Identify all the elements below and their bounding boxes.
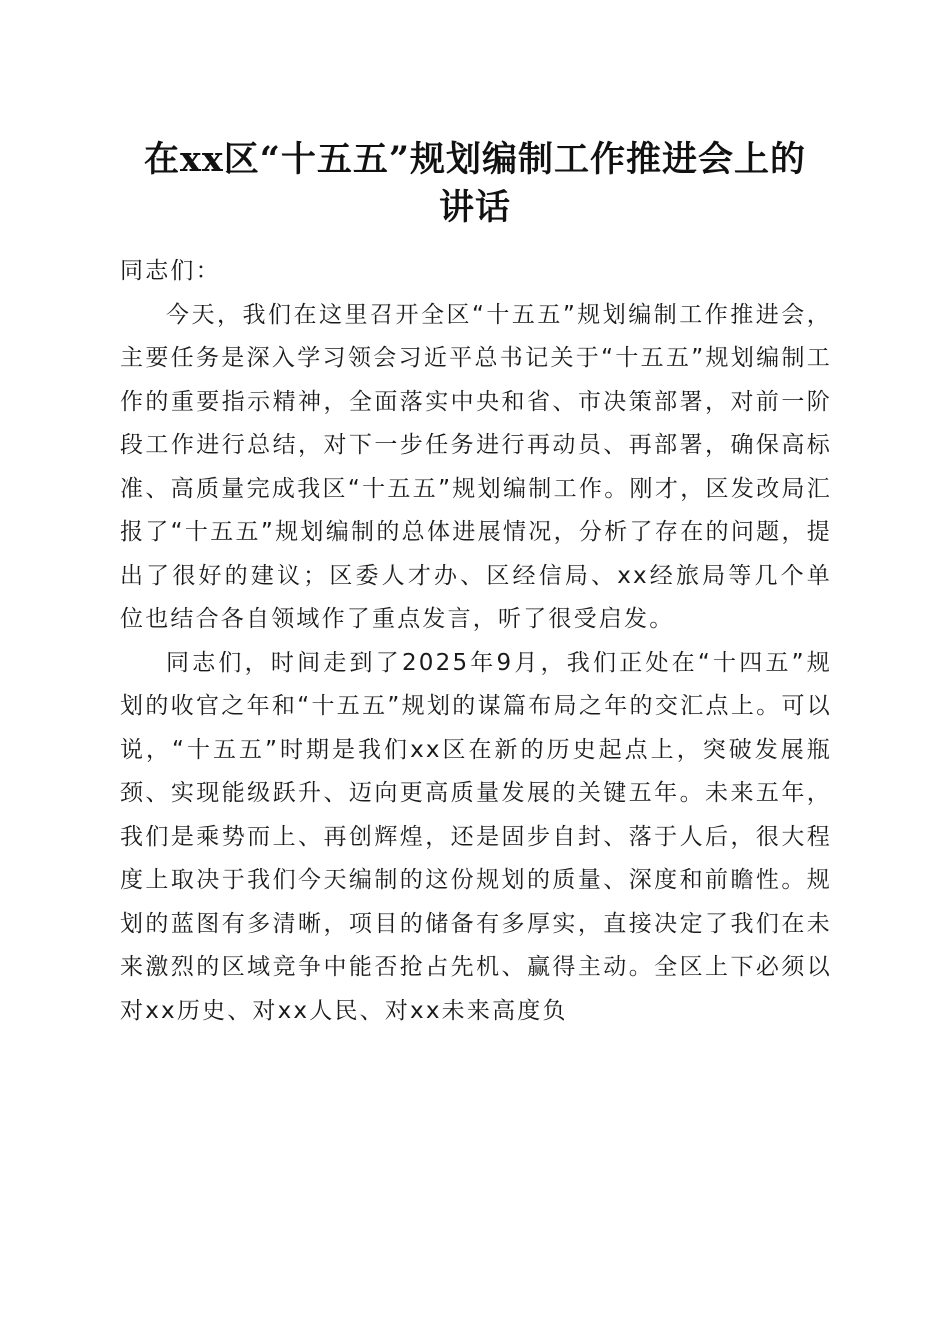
paragraph-1: 今天，我们在这里召开全区“十五五”规划编制工作推进会，主要任务是深入学习领会习近平总书记关于“十五五”规划编制工作的重要指示精神，全面落实中央和省、市决策部署，对前一阶段工作进行总结，对下一步任务进行再动员、再部署，确保高标准、高质量完成我区“十五五”规划编制工作。刚才，区发改局汇报了“十五五”规划编制的总体进展情况，分析了存在的问题，提出了很好的建议；区委人才办、区经信局、xx经旅局等几个单位也结合各自领域作了重点发言，听了很受启发。 — [120, 301, 832, 632]
title-line-2: 讲话 — [438, 187, 511, 228]
document-body — [120, 250, 832, 1033]
salutation: 同志们： — [120, 258, 221, 284]
title-line-1: 在xx区“十五五”规划编制工作推进会上的 — [144, 139, 806, 180]
document-title — [118, 136, 832, 232]
paragraph-2: 同志们，时间走到了2025年9月，我们正处在“十四五”规划的收官之年和“十五五”规划的谋篇布局之年的交汇点上。可以说，“十五五”时期是我们xx区在新的历史起点上，突破发展瓶颈、实现能级跃升、迈向更高质量发展的关键五年。未来五年，我们是乘势而上、再创辉煌，还是固步自封、落于人后，很大程度上取决于我们今天编制的这份规划的质量、深度和前瞻性。规划的蓝图有多清晰，项目的储备有多厚实，直接决定了我们在未来激烈的区域竞争中能否抢占先机、赢得主动。全区上下必须以对xx历史、对xx人民、对xx未来高度负 — [120, 649, 832, 1024]
